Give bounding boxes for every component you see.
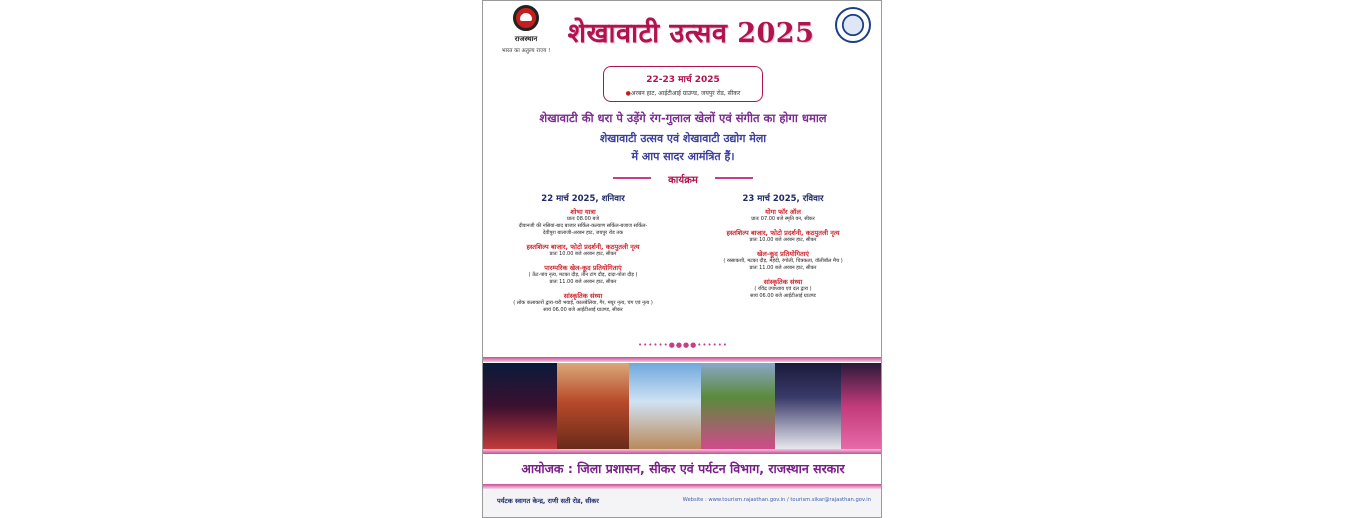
ornament-right [715,177,753,179]
photo-strip [483,363,882,449]
organizer-banner [483,454,882,484]
photo-drummers [557,363,629,449]
footer-website: Website : www.tourism.rajasthan.gov.in / tourism.sikar@rajasthan.gov.in [682,497,871,503]
location-pin-icon: ● [625,90,631,97]
decorative-dots: ••••••●●●●•••••• [638,341,728,349]
photo-dancer [841,363,882,449]
footer [483,489,882,518]
organizer-text: आयोजक : जिला प्रशासन, सीकर एवं पर्यटन विभाग, राजस्थान सरकार [521,461,845,476]
day1-heading: 22 मार्च 2025, शनिवार [541,194,625,204]
day1-event: पारम्परिक खेल-कूद प्रतियोगिताएं ( ऊँट-पांव नृत्य, मटका दौड़, तीन टांग दौड़, दादा-पोता दौड़ ) प्रातः 11.00 बजे अरबन हाट, सीकर [528,264,638,285]
tagline-line3: में आप सादर आमंत्रित हैं। [631,150,735,163]
photo-puppet [483,363,557,449]
rajasthan-tourism-logo: राजस्थान भारत का अतुल्य राज्य ! [491,5,561,54]
day1-event: शोभा यात्रा प्रातः 08.00 बजे दीवानजी की नसियां-बाद बाजार सर्किल-कल्याण सर्किल-बजाज सर्किल- देवीपुरा बालाजी-अरबन हाट, जयपुर रोड तक [518,208,648,236]
day2-heading: 23 मार्च 2025, रविवार [742,194,824,204]
event-venue: अरबन हाट, आईटीआई ग्राउण्ड, जयपुर रोड, सीकर [630,90,741,97]
program-heading: कार्यक्रम [668,175,698,186]
government-seal-icon [835,7,871,43]
day1-schedule [483,193,683,319]
poster-title: शेखावाटी उत्सव 2025 [567,18,815,49]
photo-singer [775,363,841,449]
date-venue-box [603,66,763,102]
day2-event: खेल-कूद प्रतियोगिताएं ( रस्साकशी, मटका दौड़, मेहंदी, रंगोली, चित्रकला, वॉलीबॉल मैच ) प्रातः 11.00 बजे अरबन हाट, सीकर [723,250,843,271]
day2-event: योगा फॉर ऑल प्रातः 07.00 बजे स्मृति वन, सीकर [751,208,815,222]
tagline-line2: शेखावाटी उत्सव एवं शेखावाटी उद्योग मेला [599,132,767,145]
emblem-icon [513,5,539,31]
day1-event: हस्तशिल्प बाजार, फोटो प्रदर्शनी, कठपुतली नृत्य प्रातः 10.00 बजे अरबन हाट, सीकर [526,243,640,257]
tagline-line1: शेखावाटी की धरा पे उड़ेंगे रंग-गुलाल खेलों एवं संगीत का होगा धमाल [539,111,827,125]
day2-schedule [683,193,882,305]
divider-band [483,357,882,362]
festival-poster [482,0,882,518]
day2-event: सांस्कृतिक संध्या ( रविंद्र उपाध्याय एवं दल द्वारा ) सायं 06.00 बजे आईटीआई ग्राउण्ड [750,278,816,299]
day2-event: हस्तशिल्प बाजार, फोटो प्रदर्शनी, कठपुतली नृत्य प्रातः 10.00 बजे अरबन हाट, सीकर [726,229,840,243]
event-date: 22-23 मार्च 2025 [646,75,720,85]
photo-festival-crowd [701,363,775,449]
photo-camel [629,363,701,449]
day1-event: सांस्कृतिक संध्या ( लोक कलाकारों द्वारा-चरी भवाई, कालबेलिया, गैर, मयूर नृत्य, चंग एवं नृत्य ) सायं 06.00 बजे आईटीआई ग्राउण्ड, सीकर [513,292,653,313]
footer-address: पर्यटक स्वागत केन्द्र, राणी सती रोड, सीकर [497,497,599,505]
